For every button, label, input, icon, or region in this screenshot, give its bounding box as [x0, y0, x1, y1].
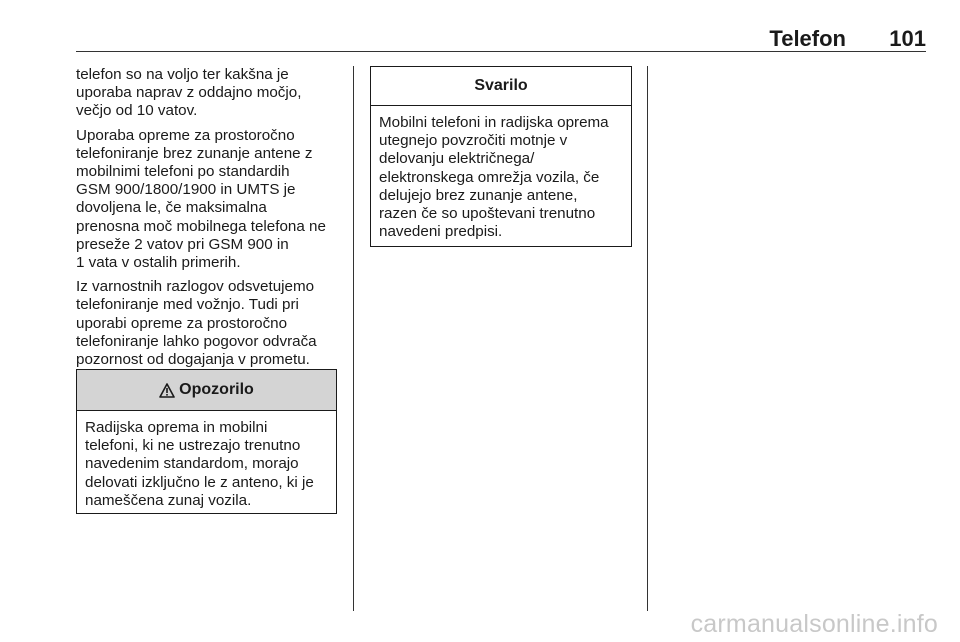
paragraph: Iz varnostnih razlogov odsvetujemo telefoniranje med vožnjo. Tudi pri uporabi opreme za prostoročno telefoniranje lahko pogovor odvrača pozornost od dogajanja v prometu. [76, 278, 317, 369]
paragraph: telefon so na voljo ter kakšna je uporaba naprav z oddajno močjo, večjo od 10 vatov. [76, 66, 302, 120]
text-column [76, 66, 342, 375]
header-rule [76, 51, 926, 52]
caution-header [371, 67, 631, 106]
caution-heading: Svarilo [474, 77, 528, 94]
caution-text: Mobilni telefoni in radijska oprema utegnejo povzročiti motnje v delovanju električnega/ elektronskega omrežja vozila, če delujejo brez zunanje antene, razen če so upoštevani trenutno navedeni predpisi. [379, 114, 609, 241]
caution-box [370, 66, 632, 247]
watermark: carmanualsonline.info [690, 610, 938, 638]
paragraph: Uporaba opreme za prostoročno telefoniranje brez zunanje antene z mobilnimi telefoni po standardih GSM 900/1800/1900 in UMTS je dovoljena le, če maksimalna prenosna moč mobilnega telefona ne preseže 2 vatov pri GSM 900 in 1 vata v ostalih primerih. [76, 126, 326, 272]
warning-triangle-icon [159, 383, 175, 398]
warning-box [76, 369, 337, 514]
warning-heading: Opozorilo [179, 381, 254, 398]
warning-header [77, 370, 336, 411]
column-divider-right [647, 66, 648, 611]
column-divider-left [353, 66, 354, 611]
warning-text: Radijska oprema in mobilni telefoni, ki ne ustrezajo trenutno navedenim standardom, morajo delovati izključno le z anteno, ki je nameščena zunaj vozila. [85, 419, 314, 509]
page-number: 101 [889, 26, 926, 51]
section-title: Telefon [769, 26, 846, 51]
page-header [76, 26, 926, 52]
